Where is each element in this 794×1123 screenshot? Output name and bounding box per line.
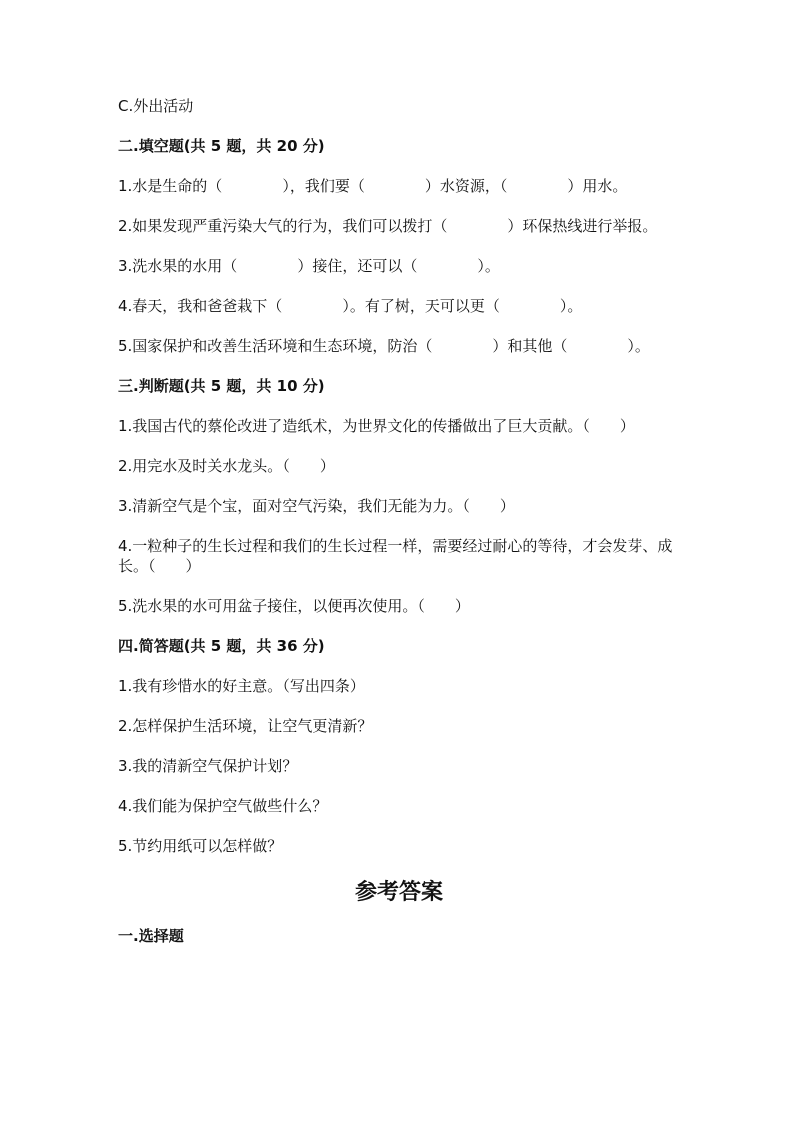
document-content xyxy=(118,96,680,966)
fill-item-2: 2.如果发现严重污染大气的行为，我们可以拨打（ ）环保热线进行举报。 xyxy=(118,217,658,235)
short-item-4: 4.我们能为保护空气做些什么？ xyxy=(118,797,328,815)
section-short-title: 四.简答题(共 5 题，共 36 分) xyxy=(118,637,325,655)
fill-item-3: 3.洗水果的水用（ ）接住，还可以（ ）。 xyxy=(118,257,500,275)
judge-item-4: 4.一粒种子的生长过程和我们的生长过程一样，需要经过耐心的等待，才会发芽、成长。（ ） xyxy=(118,537,673,575)
judge-item-3: 3.清新空气是个宝，面对空气污染，我们无能为力。（ ） xyxy=(118,497,515,515)
answers-section-1-title: 一.选择题 xyxy=(118,927,184,945)
judge-item-5: 5.洗水果的水可用盆子接住，以便再次使用。（ ） xyxy=(118,597,470,615)
short-item-5: 5.节约用纸可以怎样做？ xyxy=(118,837,283,855)
judge-item-2: 2.用完水及时关水龙头。（ ） xyxy=(118,457,335,475)
fill-item-1: 1.水是生命的（ ），我们要（ ）水资源，（ ）用水。 xyxy=(118,177,628,195)
answers-title: 参考答案 xyxy=(354,879,443,905)
fill-item-5: 5.国家保护和改善生活环境和生态环境，防治（ ）和其他（ ）。 xyxy=(118,337,650,355)
option-c: C.外出活动 xyxy=(118,97,194,115)
short-item-3: 3.我的清新空气保护计划？ xyxy=(118,757,298,775)
section-fill-title: 二.填空题(共 5 题，共 20 分) xyxy=(118,137,325,155)
short-item-2: 2.怎样保护生活环境，让空气更清新？ xyxy=(118,717,373,735)
judge-item-1: 1.我国古代的蔡伦改进了造纸术，为世界文化的传播做出了巨大贡献。（ ） xyxy=(118,417,635,435)
section-judge-title: 三.判断题(共 5 题，共 10 分) xyxy=(118,377,325,395)
short-item-1: 1.我有珍惜水的好主意。（写出四条） xyxy=(118,677,365,695)
fill-item-4: 4.春天，我和爸爸栽下（ ）。有了树，天可以更（ ）。 xyxy=(118,297,583,315)
